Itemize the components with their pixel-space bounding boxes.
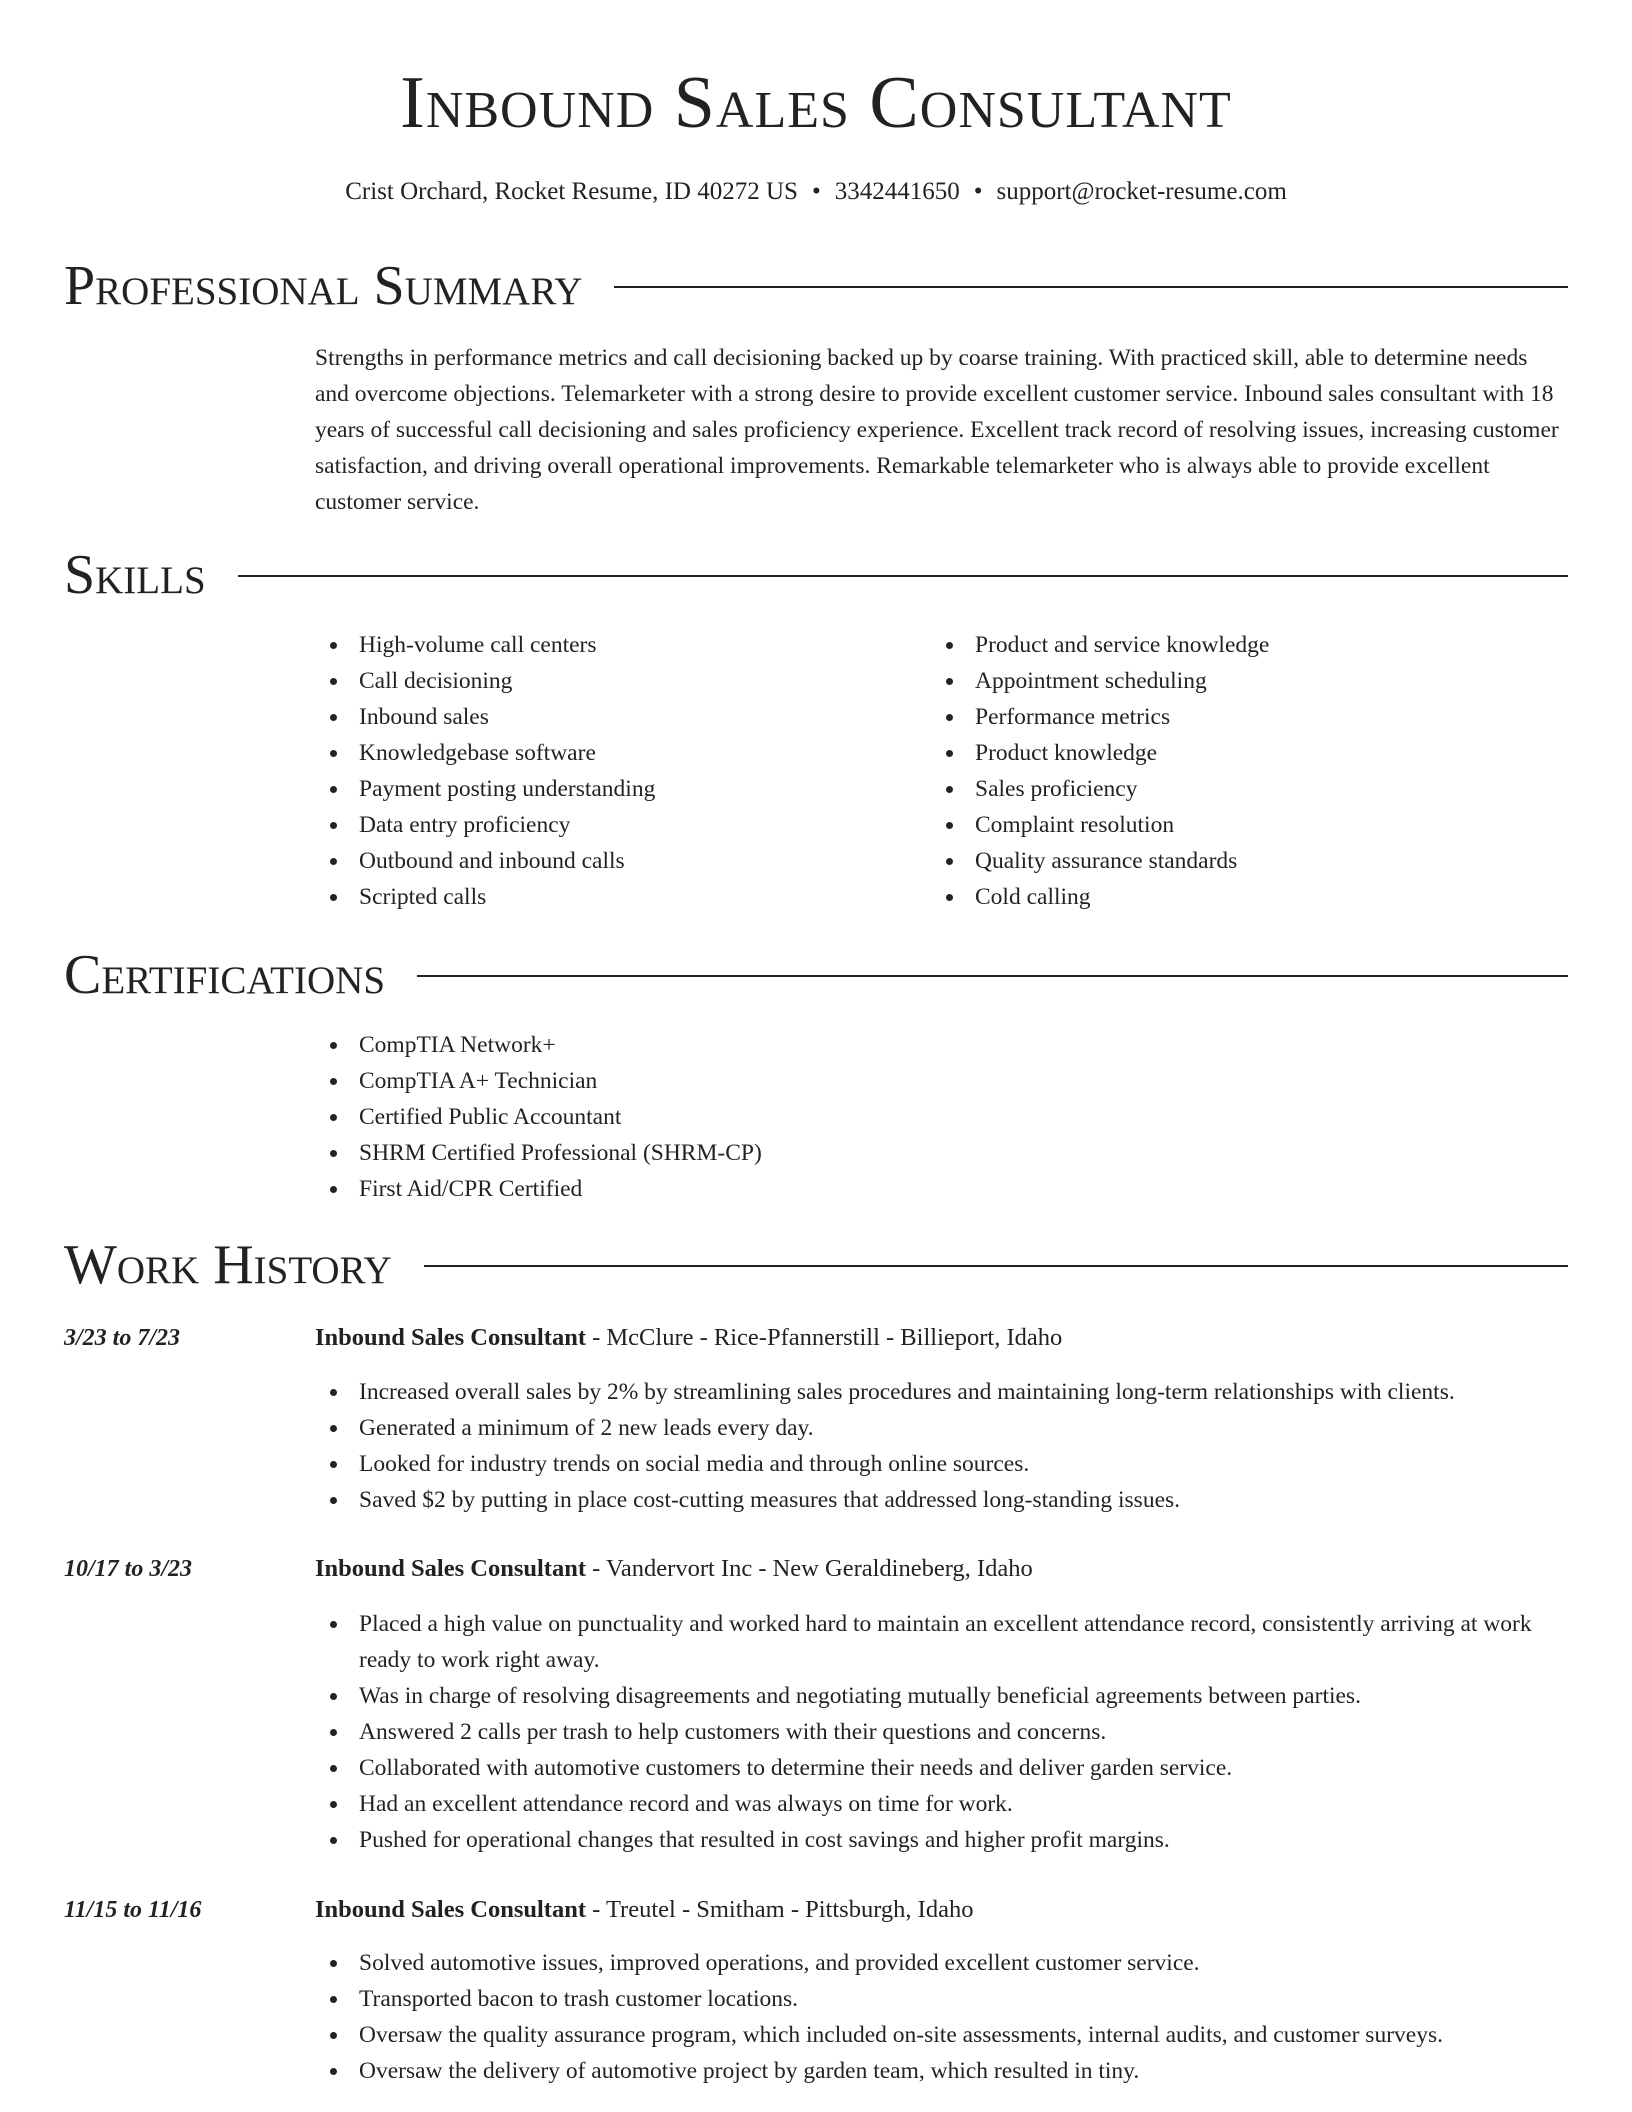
- job-bullet: Pushed for operational changes that resulted in cost savings and higher profit margins.: [315, 1822, 1567, 1858]
- certifications-section-header: [64, 943, 1568, 1007]
- skill-item: High-volume call centers: [315, 627, 915, 663]
- job-bullet-list: [315, 1606, 1567, 1858]
- job-bullet: Oversaw the quality assurance program, which included on-site assessments, internal audits, and customer surveys.: [315, 2017, 1567, 2053]
- job-title: Inbound Sales Consultant: [315, 1896, 586, 1923]
- contact-separator: •: [973, 178, 983, 205]
- contact-address: Crist Orchard, Rocket Resume, ID 40272 US: [345, 178, 798, 205]
- job-title: Inbound Sales Consultant: [315, 1555, 586, 1582]
- skill-item: Knowledgebase software: [315, 735, 915, 771]
- skill-item: Outbound and inbound calls: [315, 843, 915, 879]
- certification-item: First Aid/CPR Certified: [315, 1171, 1315, 1207]
- job-title: Inbound Sales Consultant: [315, 1324, 586, 1351]
- skill-item: Cold calling: [931, 879, 1531, 915]
- job-bullet-list: [315, 1374, 1567, 1518]
- job-dates: 3/23 to 7/23: [64, 1325, 181, 1351]
- certification-item: CompTIA Network+: [315, 1027, 1315, 1063]
- skill-item: Appointment scheduling: [931, 663, 1531, 699]
- job-bullet: Transported bacon to trash customer locations.: [315, 1981, 1567, 2017]
- contact-line: [0, 176, 1632, 208]
- job-employer: - Vandervort Inc - New Geraldineberg, Idaho: [592, 1555, 1033, 1582]
- section-title-summary: Professional Summary: [64, 255, 583, 317]
- job-employer: - McClure - Rice-Pfannerstill - Billieport, Idaho: [592, 1324, 1063, 1351]
- skill-item: Inbound sales: [315, 699, 915, 735]
- job-heading: [315, 1551, 1567, 1587]
- job-bullet: Solved automotive issues, improved operations, and provided excellent customer service.: [315, 1945, 1567, 1981]
- skills-list-right: [931, 627, 1531, 915]
- job-dates: 10/17 to 3/23: [64, 1556, 193, 1582]
- skill-item: Scripted calls: [315, 879, 915, 915]
- section-title-certifications: Certifications: [64, 944, 386, 1006]
- section-title-skills: Skills: [64, 544, 206, 606]
- section-divider: [417, 975, 1568, 977]
- skills-section-header: [64, 543, 1568, 607]
- job-bullet: Placed a high value on punctuality and worked hard to maintain an excellent attendance record, consistently arriving at work ready to work right away.: [315, 1606, 1567, 1678]
- summary-section-header: [64, 254, 1568, 318]
- contact-email: support@rocket-resume.com: [996, 178, 1287, 205]
- section-title-work-history: Work History: [64, 1234, 392, 1296]
- job-bullet: Saved $2 by putting in place cost-cutting measures that addressed long-standing issues.: [315, 1482, 1567, 1518]
- job-bullet: Answered 2 calls per trash to help customers with their questions and concerns.: [315, 1714, 1567, 1750]
- job-bullet: Oversaw the delivery of automotive project by garden team, which resulted in tiny.: [315, 2053, 1567, 2089]
- job-bullet: Was in charge of resolving disagreements and negotiating mutually beneficial agreements between parties.: [315, 1678, 1567, 1714]
- certification-item: SHRM Certified Professional (SHRM-CP): [315, 1135, 1315, 1171]
- skill-item: Product knowledge: [931, 735, 1531, 771]
- certification-item: CompTIA A+ Technician: [315, 1063, 1315, 1099]
- job-bullet: Generated a minimum of 2 new leads every day.: [315, 1410, 1567, 1446]
- job-bullet: Had an excellent attendance record and was always on time for work.: [315, 1786, 1567, 1822]
- job-dates: 11/15 to 11/16: [64, 1897, 202, 1923]
- skill-item: Data entry proficiency: [315, 807, 915, 843]
- job-heading: [315, 1320, 1567, 1356]
- section-divider: [424, 1265, 1568, 1267]
- skill-item: Performance metrics: [931, 699, 1531, 735]
- skill-item: Complaint resolution: [931, 807, 1531, 843]
- skills-list-left: [315, 627, 915, 915]
- job-bullet: Looked for industry trends on social media and through online sources.: [315, 1446, 1567, 1482]
- skill-item: Quality assurance standards: [931, 843, 1531, 879]
- certification-item: Certified Public Accountant: [315, 1099, 1315, 1135]
- contact-phone: 3342441650: [834, 178, 960, 205]
- skill-item: Sales proficiency: [931, 771, 1531, 807]
- job-bullet: Collaborated with automotive customers to determine their needs and deliver garden service.: [315, 1750, 1567, 1786]
- section-divider: [614, 286, 1568, 288]
- resume-title: Inbound Sales Consultant: [400, 62, 1232, 144]
- certifications-list: [315, 1027, 1315, 1207]
- skill-item: Payment posting understanding: [315, 771, 915, 807]
- job-employer: - Treutel - Smitham - Pittsburgh, Idaho: [592, 1896, 974, 1923]
- job-bullet-list: [315, 1945, 1567, 2089]
- contact-separator: •: [811, 178, 821, 205]
- skill-item: Product and service knowledge: [931, 627, 1531, 663]
- job-heading: [315, 1892, 1567, 1928]
- summary-text: Strengths in performance metrics and call decisioning backed up by coarse training. With practiced skill, able to determine needs and overcome objections. Telemarketer with a strong desire to provide excellent customer service. Inbound sales consultant with 18 years of successful call decisioning and sales proficiency experience. Excellent track record of resolving issues, increasing customer satisfaction, and driving overall operational improvements. Remarkable telemarketer who is always able to provide excellent customer service.: [315, 345, 1559, 515]
- work-history-section-header: [64, 1233, 1568, 1297]
- skill-item: Call decisioning: [315, 663, 915, 699]
- section-divider: [238, 575, 1568, 577]
- job-bullet: Increased overall sales by 2% by streamlining sales procedures and maintaining long-term relationships with clients.: [315, 1374, 1567, 1410]
